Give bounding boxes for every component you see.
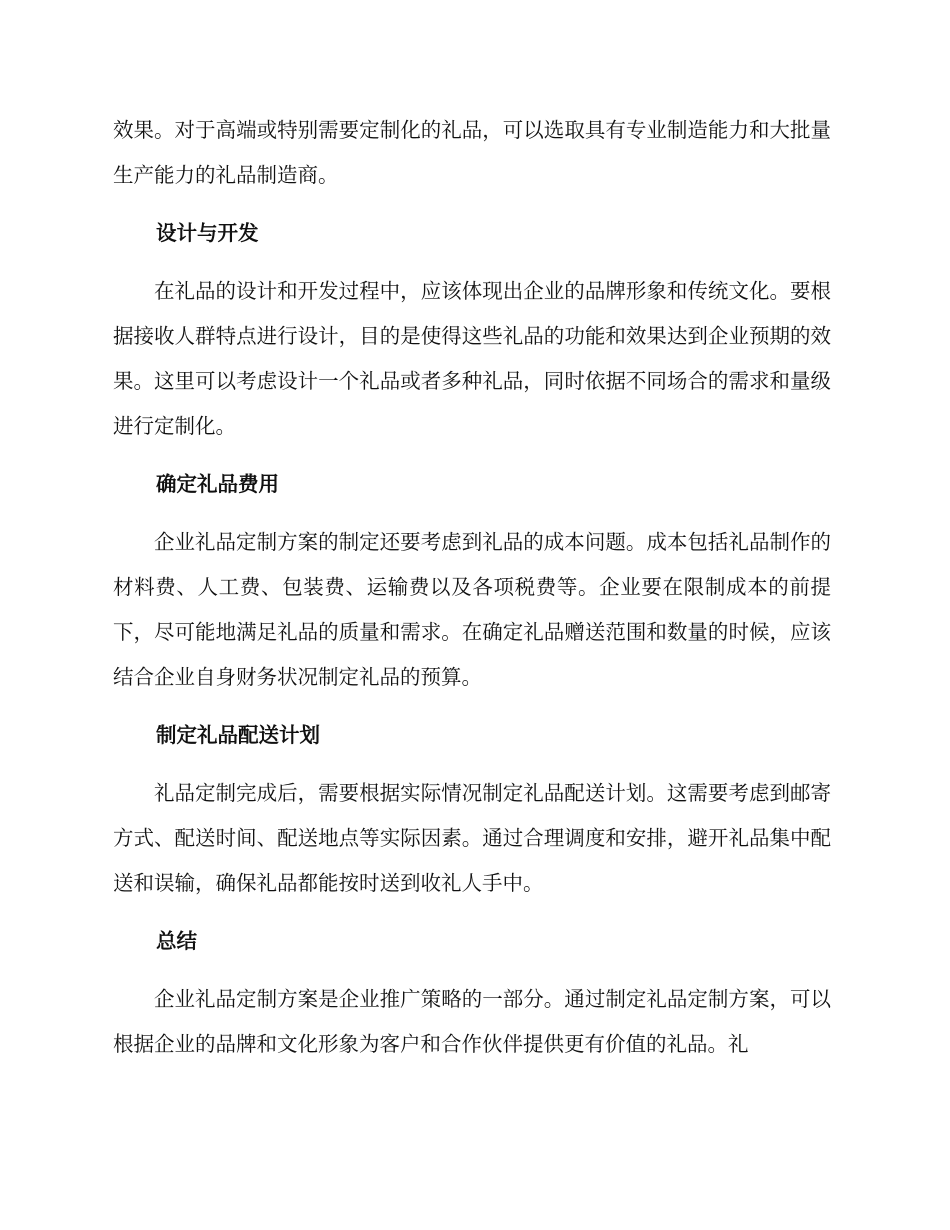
- paragraph-design: 在礼品的设计和开发过程中，应该体现出企业的品牌形象和传统文化。要根据接收人群特点进行设计，目的是使得这些礼品的功能和效果达到企业预期的效果。这里可以考虑设计一个礼品或者多种礼品，同时依据不同场合的需求和量级进行定制化。: [113, 279, 831, 438]
- document-page: [113, 108, 831, 1080]
- section-heading-cost: 确定礼品费用: [156, 472, 279, 496]
- section-heading-delivery: 制定礼品配送计划: [156, 723, 320, 747]
- paragraph-continuation: 效果。对于高端或特别需要定制化的礼品，可以选取具有专业制造能力和大批量生产能力的礼品制造商。: [113, 118, 831, 187]
- section-heading-summary: 总结: [156, 929, 197, 953]
- paragraph-delivery: 礼品定制完成后，需要根据实际情况制定礼品配送计划。这需要考虑到邮寄方式、配送时间、配送地点等实际因素。通过合理调度和安排，避开礼品集中配送和误输，确保礼品都能按时送到收礼人手中。: [113, 781, 831, 895]
- section-heading-design: 设计与开发: [156, 221, 259, 245]
- paragraph-summary: 企业礼品定制方案是企业推广策略的一部分。通过制定礼品定制方案，可以根据企业的品牌和文化形象为客户和合作伙伴提供更有价值的礼品。礼: [113, 987, 831, 1056]
- paragraph-cost: 企业礼品定制方案的制定还要考虑到礼品的成本问题。成本包括礼品制作的材料费、人工费、包装费、运输费以及各项税费等。企业要在限制成本的前提下，尽可能地满足礼品的质量和需求。在确定礼品赠送范围和数量的时候，应该结合企业自身财务状况制定礼品的预算。: [113, 530, 831, 689]
